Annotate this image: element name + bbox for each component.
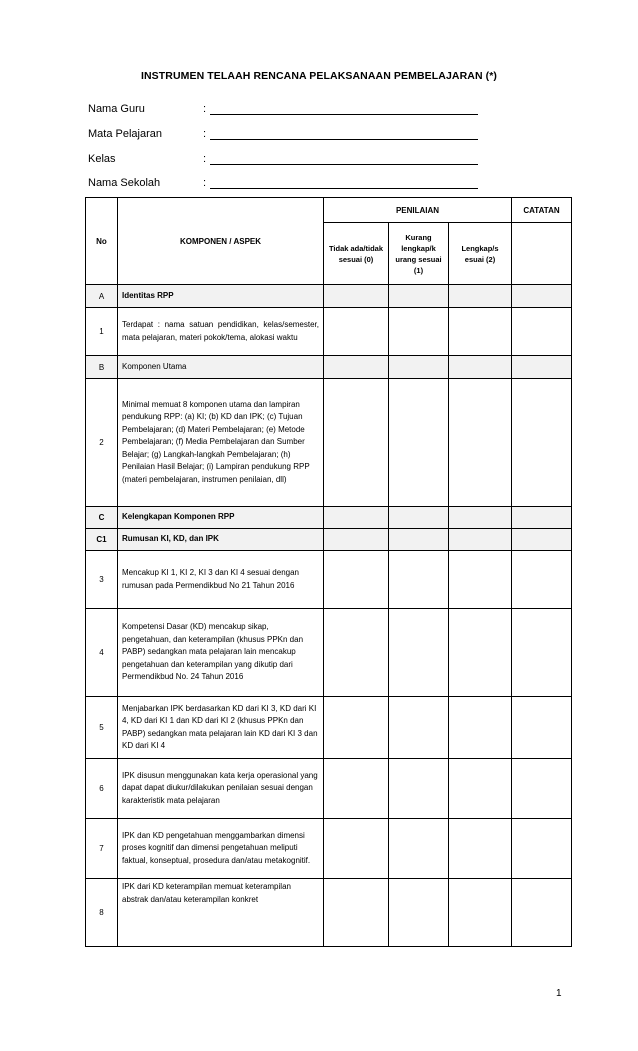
cell-lengkap[interactable] [449,379,512,507]
header-komponen: KOMPONEN / ASPEK [118,198,324,285]
cell-tidak[interactable] [324,529,389,551]
row-text: Kompetensi Dasar (KD) mencakup sikap, pengetahuan, dan keterampilan (khusus PPKn dan PABP) sedangkan mata pelajaran lain mencakup pengetahuan dan keterampilan yang dikutip dari Permendikbud No. 24 Tahun 2016 [118,609,324,697]
cell-catatan[interactable] [512,609,572,697]
row-no: 4 [86,609,118,697]
cell-catatan[interactable] [512,697,572,759]
cell-tidak[interactable] [324,285,389,308]
cell-tidak[interactable] [324,356,389,379]
field-label: Nama Sekolah [88,177,161,189]
cell-tidak[interactable] [324,379,389,507]
field-label: Mata Pelajaran [88,128,162,140]
row-no: 6 [86,759,118,819]
cell-catatan[interactable] [512,529,572,551]
row-no: 2 [86,379,118,507]
cell-kurang[interactable] [389,697,449,759]
cell-kurang[interactable] [389,551,449,609]
row-no: 1 [86,308,118,356]
row-text: Mencakup KI 1, KI 2, KI 3 dan KI 4 sesuai dengan rumusan pada Permendikbud No 21 Tahun 2016 [118,551,324,609]
row-text: IPK dari KD keterampilan memuat keterampilan abstrak dan/atau keterampilan konkret [118,879,324,947]
field-blank-line [210,139,478,140]
header-lengkap-sesuai: Lengkap/s esuai (2) [449,223,512,285]
cell-lengkap[interactable] [449,819,512,879]
field-blank-line [210,164,478,165]
field-label: Kelas [88,153,116,165]
table-row [86,379,572,507]
cell-kurang[interactable] [389,379,449,507]
table-row [86,308,572,356]
field-colon: : [203,128,207,140]
cell-catatan[interactable] [512,285,572,308]
cell-tidak[interactable] [324,759,389,819]
cell-tidak[interactable] [324,697,389,759]
row-no: 7 [86,819,118,879]
cell-kurang[interactable] [389,759,449,819]
cell-kurang[interactable] [389,308,449,356]
table-row [86,759,572,819]
field-blank-line [210,114,478,115]
row-no: 8 [86,879,118,947]
cell-tidak[interactable] [324,551,389,609]
table-header-row [86,198,572,223]
row-text: Rumusan KI, KD, dan IPK [118,529,324,551]
cell-catatan[interactable] [512,879,572,947]
cell-lengkap[interactable] [449,697,512,759]
cell-catatan[interactable] [512,819,572,879]
header-penilaian: PENILAIAN [324,198,512,223]
document-title: INSTRUMEN TELAAH RENCANA PELAKSANAAN PEMBELAJARAN (*) [140,70,498,82]
cell-kurang[interactable] [389,609,449,697]
cell-tidak[interactable] [324,507,389,529]
row-text: Menjabarkan IPK berdasarkan KD dari KI 3, KD dari KI 4, KD dari KI 1 dan KD dari KI 2 (khusus PPKn dan PABP) sedangkan mata pelajaran lain KD dari KI 3 dan KD dari KI 4 [118,697,324,759]
cell-tidak[interactable] [324,308,389,356]
header-kurang-sesuai: Kurang lengkap/k urang sesuai (1) [389,223,449,285]
field-label: Nama Guru [88,103,145,115]
cell-kurang[interactable] [389,819,449,879]
cell-kurang[interactable] [389,529,449,551]
catatan-header-blank [512,223,572,285]
cell-lengkap[interactable] [449,285,512,308]
table-row [86,356,572,379]
table-row [86,819,572,879]
header-no: No [86,198,118,285]
row-no: 5 [86,697,118,759]
table-row [86,529,572,551]
cell-lengkap[interactable] [449,356,512,379]
field-colon: : [203,103,207,115]
row-text: IPK dan KD pengetahuan menggambarkan dimensi proses kognitif dan dimensi pengetahuan meliputi faktual, konseptual, prosedura dan/atau metakognitif. [118,819,324,879]
table-row [86,609,572,697]
cell-lengkap[interactable] [449,507,512,529]
table-row [86,697,572,759]
row-no: C1 [86,529,118,551]
cell-kurang[interactable] [389,507,449,529]
table-row [86,285,572,308]
row-text: IPK disusun menggunakan kata kerja operasional yang dapat dapat diukur/dilakukan penilaian sesuai dengan karakteristik mata pelajaran [118,759,324,819]
cell-catatan[interactable] [512,356,572,379]
cell-lengkap[interactable] [449,879,512,947]
row-text: Minimal memuat 8 komponen utama dan lampiran pendukung RPP: (a) KI; (b) KD dan IPK; (c) Tujuan Pembelajaran; (d) Materi Pembelajaran; (e) Metode Pembelajaran; (f) Media Pembelajaran dan Sumber Belajar; (g) Langkah-langkah Pembelajaran; (h) Penilaian Hasil Belajar; (i) Lampiran pendukung RPP (materi pembelajaran, instrumen penilaian, dll) [118,379,324,507]
row-no: 3 [86,551,118,609]
row-no: A [86,285,118,308]
cell-lengkap[interactable] [449,609,512,697]
cell-tidak[interactable] [324,609,389,697]
cell-lengkap[interactable] [449,529,512,551]
assessment-table [85,197,572,947]
cell-lengkap[interactable] [449,759,512,819]
table-row [86,879,572,947]
cell-kurang[interactable] [389,879,449,947]
field-colon: : [203,153,207,165]
row-no: C [86,507,118,529]
row-text: Terdapat : nama satuan pendidikan, kelas/semester, mata pelajaran, materi pokok/tema, alokasi waktu [118,308,324,356]
field-colon: : [203,177,207,189]
cell-catatan[interactable] [512,507,572,529]
table-row [86,507,572,529]
field-blank-line [210,188,478,189]
header-catatan: CATATAN [512,198,572,223]
cell-catatan[interactable] [512,308,572,356]
row-no: B [86,356,118,379]
row-text: Kelengkapan Komponen RPP [118,507,324,529]
cell-kurang[interactable] [389,356,449,379]
cell-lengkap[interactable] [449,551,512,609]
cell-catatan[interactable] [512,551,572,609]
cell-kurang[interactable] [389,285,449,308]
cell-tidak[interactable] [324,819,389,879]
header-tidak-sesuai: Tidak ada/tidak sesuai (0) [324,223,389,285]
table-row [86,551,572,609]
row-text: Identitas RPP [118,285,324,308]
cell-lengkap[interactable] [449,308,512,356]
row-text: Komponen Utama [118,356,324,379]
cell-catatan[interactable] [512,759,572,819]
page-number: 1 [556,988,562,999]
cell-tidak[interactable] [324,879,389,947]
cell-catatan[interactable] [512,379,572,507]
